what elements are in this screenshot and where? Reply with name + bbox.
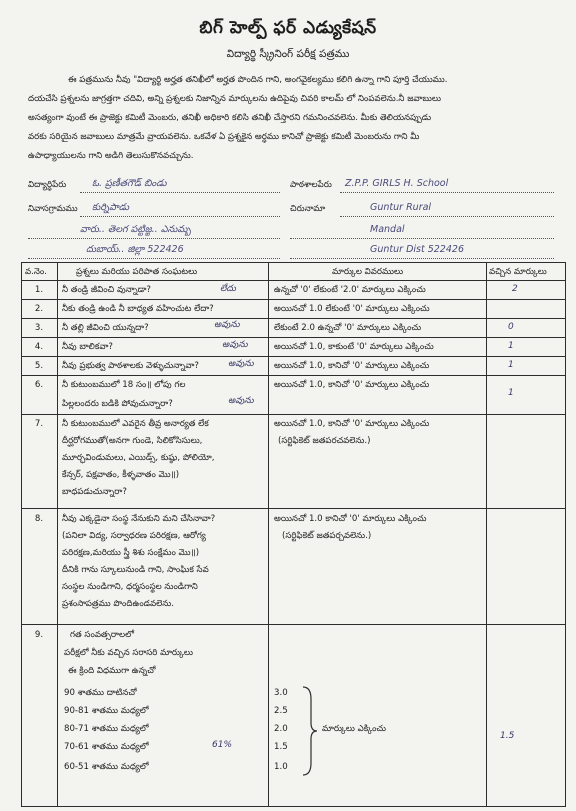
question-text: నీ కుటుంబములో 18 సం॥ లోపు గల <box>62 380 186 390</box>
village-label: నివాసగ్రామము <box>28 204 78 214</box>
instruction-line: వరకు సరియైన జవాబులు మాత్రమే వ్రాయవలెను. ఒకవేళ ఏ ప్రశ్నకైన అర్ధము కానిచో ప్రాజెక్టు కమిటీ మెంబరును గాని మీ <box>28 132 420 142</box>
school-name-line <box>340 192 554 193</box>
marks-instruction: ఉన్నచో '0' లేకుంటే '2.0' మార్కులు ఎక్కించు <box>274 285 426 295</box>
extra-right-2-value[interactable]: Guntur Dist 522426 <box>370 244 464 255</box>
handwritten-answer[interactable]: లేదు <box>220 284 236 294</box>
instruction-line: ఈ పత్రమును నీవు "విద్యార్థి అర్హత తనిఖీలో అర్హత పొందిన గాని, అంగవైకల్యము కలిగి ఉన్నా గాని పూర్తి చేయుము. <box>68 75 448 85</box>
range-score: 3.0 <box>274 688 288 698</box>
question-text: దీనికి గాను స్కూలునుండి గాని, సాంఘిక సేవ <box>62 565 209 575</box>
extra-left-1-value[interactable]: వారు.. తెలగ పట్టిజ్జ.. ఎనుమ్బ <box>80 224 191 235</box>
handwritten-answer[interactable]: అవును <box>214 320 240 330</box>
header-question: ప్రశ్నలు మరియు పరిపాత సంఘటలు <box>76 267 198 277</box>
question-text: కేన్సర్, పక్షవాతం, కీళ్ళవాతం మొ॥) <box>62 470 180 480</box>
marks-instruction: అయినచో 1.0, కానిచో '0' మార్కులు ఎక్కించు <box>274 419 430 429</box>
student-name-value[interactable]: ఓ. ప్రణీతగౌడ్ బిండు <box>92 178 167 189</box>
question-text: నీ తల్లి జీవించి యున్నదా? <box>62 323 149 333</box>
question-text: పరిరక్షణ,మరియు స్త్రీ శిశు సంక్షేమం మొ॥) <box>62 548 200 558</box>
row-number: 3. <box>34 323 44 333</box>
handwritten-answer[interactable]: అవును <box>222 340 248 350</box>
row-number: 4. <box>34 342 44 352</box>
instruction-line: అసత్యంగా వుంటే ఈ ప్రాజెక్టు కమిటీ మెంబరు, తనిఖీ అధికారి కలిసి తనిఖీ చేస్తారని గమనించవలెను. మీకు తెలియనప్పుడు <box>28 113 432 123</box>
marks-instruction: అయినచో 1.0 లేకుంటే '0' మార్కులు ఎక్కించు <box>274 304 430 314</box>
question-text: మూర్ఛవిండుమలు, ఎయిడ్స్, కుష్ఠు, పోలియో, <box>62 453 215 463</box>
form-title: బిగ్ హెల్ప్ ఫర్ ఎడ్యుకేషన్ <box>199 18 377 38</box>
row-number: 8. <box>34 514 44 524</box>
range-label: 70-61 శాతము మధ్యలో <box>64 742 149 752</box>
range-score: 2.5 <box>274 706 288 716</box>
range-label: 90 శాతము దాటినచో <box>64 688 137 698</box>
marks-instruction: మార్కులు ఎక్కించు <box>322 724 387 734</box>
marks-instruction: అయినచో 1.0 కానిచో '0' మార్కులు ఎక్కించు <box>274 514 427 524</box>
range-label: 60-51 శాతము మధ్యలో <box>64 762 149 772</box>
row-number: 9. <box>34 630 44 640</box>
row-number: 6. <box>34 380 44 390</box>
question-text: పిల్లలందరు బడికి పోవుచున్నారా? <box>62 399 173 409</box>
row-number: 1. <box>34 285 44 295</box>
question-text: బాధపడుచున్నారా? <box>62 487 127 497</box>
village-line <box>80 216 280 217</box>
extra-line-left-1 <box>28 238 280 239</box>
marks-instruction: అయినచో 1.0, కానిచో '0' మార్కులు ఎక్కించు <box>274 380 430 390</box>
handwritten-answer[interactable]: అవును <box>228 396 254 406</box>
address-value[interactable]: Guntur Rural <box>370 202 432 213</box>
marks-given-value[interactable]: 1 <box>508 341 514 351</box>
question-text: నీకు తండ్రి ఉండి నీ బాధ్యత వహించుట లేదా? <box>62 304 214 314</box>
question-text: (పనిలా విద్య, సర్వాధరణ పరిరక్షణ, ఆరోగ్య <box>62 531 206 541</box>
row-number: 7. <box>34 419 44 429</box>
range-label: 80-71 శాతము మధ్యలో <box>64 724 149 734</box>
extra-right-1-value[interactable]: Mandal <box>370 224 405 235</box>
school-name-value[interactable]: Z.P.P. GIRLS H. School <box>345 178 449 189</box>
extra-line-left-2 <box>28 258 280 259</box>
question-text: సంస్థల నుండిగాని, ధర్మసంస్థల నుండిగాని <box>62 582 198 592</box>
marks-given-value[interactable]: 0 <box>508 322 514 332</box>
marks-instruction: లేకుంటే 2.0 ఉన్నచో '0' మార్కులు ఎక్కించు <box>274 323 422 333</box>
marks-given-value[interactable]: 2 <box>512 284 518 294</box>
row-number: 5. <box>34 361 44 371</box>
instruction-line: ఉపాధ్యాయులను గాని అడిగి తెలుసుకొనవచ్చును. <box>28 151 194 161</box>
marks-instruction-note: (సర్టిఫికెట్ జతపర్చవలెను.) <box>282 531 372 541</box>
instruction-line: దయచేసి ప్రశ్నలను జాగ్రత్తగా చదివి, అన్ని ప్రశ్నలకు నిజాన్నిన మార్కులను ఉదిపైవు చివరి కాలమ్ లో నింపవలెను.నీ జవాబులు <box>28 94 441 104</box>
question-text: గత సంవత్సరాలలో <box>70 630 134 640</box>
marks-given-value[interactable]: 1 <box>508 360 514 370</box>
question-text: పరీక్షలో నీకు వచ్చిన సరాసరి మార్కులు <box>64 648 193 658</box>
address-label: చిరునామా <box>290 204 326 214</box>
handwritten-answer[interactable]: అవును <box>228 359 254 369</box>
student-name-line <box>80 192 280 193</box>
question-text: నీ కుటుంబములో ఎవరైన తీవ్ర అనార్యత లేక <box>62 419 209 429</box>
question-text: నీవు ప్రభుత్వ పాఠశాలకు వెళ్ళుచున్నావా? <box>62 361 199 371</box>
extra-line-right-1 <box>290 238 554 239</box>
marks-instruction-note: (సర్టిఫికెట్ జతపరచవలెను.) <box>278 436 371 446</box>
header-sno: వ.నెం. <box>25 267 47 277</box>
range-label: 90-81 శాతము మధ్యలో <box>64 706 149 716</box>
extra-line-right-2 <box>290 258 554 259</box>
marks-given-value[interactable]: 1 <box>508 388 514 398</box>
address-line <box>340 216 554 217</box>
handwritten-percentage[interactable]: 61% <box>212 740 233 750</box>
question-text: ప్రశంసాపత్రము పొందిఉండవలెను. <box>62 599 174 609</box>
range-score: 1.0 <box>274 762 288 772</box>
student-name-label: విద్యార్ధిపేరు <box>28 180 67 190</box>
school-name-label: పాఠశాలపేరు <box>290 180 332 190</box>
marks-instruction: అయినచో 1.0, కాకుంటే '0' మార్కులు ఎక్కించు <box>274 342 434 352</box>
form-subtitle: విద్యార్థి స్క్రీనింగ్ పరీక్ష పత్రము <box>226 48 350 60</box>
question-text: నీవు ఎక్కడైనా సంస్థ నేనుకుని మని చేసినావా? <box>62 514 216 524</box>
range-score: 2.0 <box>274 724 288 734</box>
header-marks-given: వచ్చిన మార్కులు <box>489 267 547 277</box>
question-text: ఈ క్రింది విధముగా ఉన్నచో <box>68 666 156 676</box>
question-text: దీర్ఘరోగముతో(అనగా గుండె, సిలికోసిసులు, <box>62 436 203 446</box>
range-score: 1.5 <box>274 742 288 752</box>
header-marks-detail: మార్కుల వివరములు <box>332 267 404 277</box>
village-value[interactable]: కుర్నిపాడు <box>92 202 130 213</box>
marks-given-value[interactable]: 1.5 <box>500 731 515 741</box>
marks-instruction: అయినచో 1.0, కానిచో '0' మార్కులు ఎక్కించు <box>274 361 430 371</box>
right-brace-icon <box>301 685 319 777</box>
question-text: నీ తండ్రి జీవించి వున్నాడా? <box>62 285 151 295</box>
extra-left-2-value[interactable]: దుబాయ్.. జిల్లా 522426 <box>86 244 184 255</box>
question-text: నీవు బాలికవా? <box>62 342 113 352</box>
row-number: 2. <box>34 304 44 314</box>
